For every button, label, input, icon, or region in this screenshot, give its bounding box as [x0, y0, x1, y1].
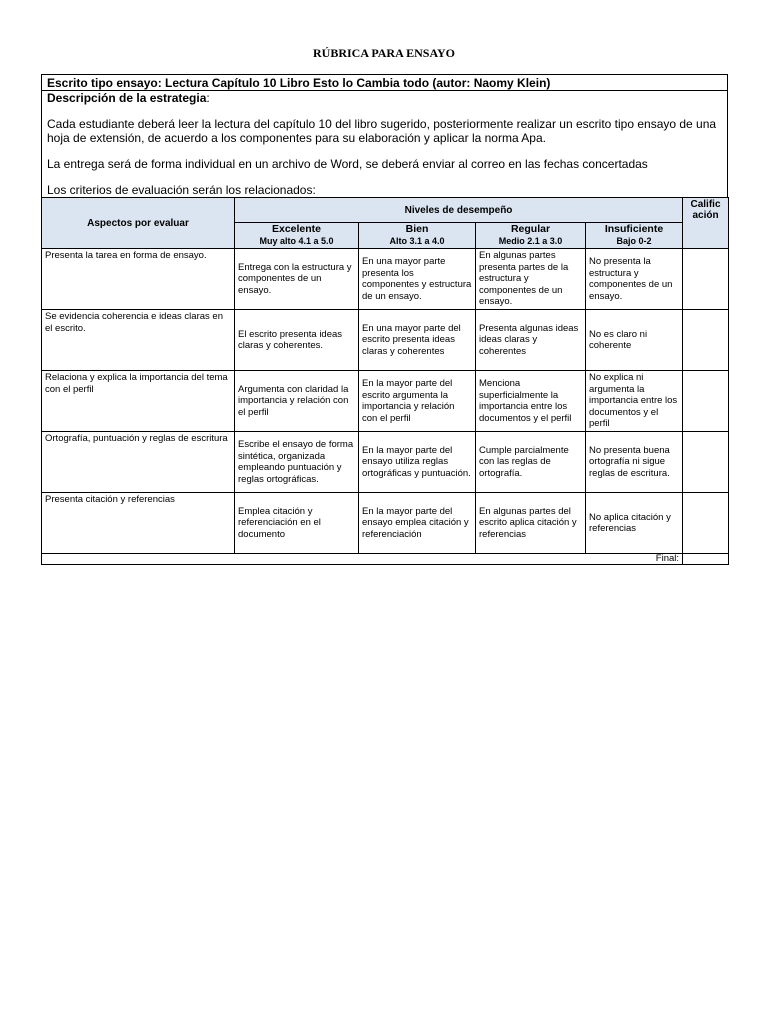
- insuficiente-cell: No es claro ni coherente: [586, 310, 683, 371]
- final-label: Final:: [42, 554, 683, 565]
- strategy-colon: :: [206, 91, 210, 105]
- levels-header: Niveles de desempeño: [235, 198, 683, 223]
- table-row: [42, 310, 729, 371]
- level-bien: Bien Alto 3.1 a 4.0: [359, 223, 476, 249]
- insuficiente-cell: No aplica citación y referencias: [586, 493, 683, 554]
- table-row: [42, 371, 729, 432]
- regular-cell: Presenta algunas ideas ideas claras y coherentes: [476, 310, 586, 371]
- table-row: [42, 249, 729, 310]
- bien-cell: En una mayor parte presenta los componentes y estructura de un ensayo.: [359, 249, 476, 310]
- insuficiente-cell: No explica ni argumenta la importancia entre los documentos y el perfil: [586, 371, 683, 432]
- grade-cell: [683, 493, 729, 554]
- insuficiente-cell: No presenta la estructura y componentes de un ensayo.: [586, 249, 683, 310]
- bien-cell: En la mayor parte del ensayo emplea citación y referenciación: [359, 493, 476, 554]
- grade-cell: [683, 249, 729, 310]
- strategy-label: Descripción de la estrategia: [47, 91, 207, 105]
- level-regular: Regular Medio 2.1 a 3.0: [476, 223, 586, 249]
- excelente-cell: El escrito presenta ideas claras y coherentes.: [235, 310, 359, 371]
- excelente-cell: Emplea citación y referenciación en el documento: [235, 493, 359, 554]
- grade-cell: [683, 310, 729, 371]
- aspect-cell: Ortografía, puntuación y reglas de escritura: [42, 432, 235, 493]
- strategy-description: [42, 90, 727, 105]
- table-row: [42, 432, 729, 493]
- final-grade-cell: [683, 554, 729, 565]
- table-row: [42, 493, 729, 554]
- aspect-cell: Se evidencia coherencia e ideas claras en el escrito.: [42, 310, 235, 371]
- regular-cell: En algunas partes presenta partes de la estructura y componentes de un ensayo.: [476, 249, 586, 310]
- rubric-document: [41, 74, 728, 565]
- excelente-cell: Entrega con la estructura y componentes de un ensayo.: [235, 249, 359, 310]
- level-excelente: Excelente Muy alto 4.1 a 5.0: [235, 223, 359, 249]
- insuficiente-cell: No presenta buena ortografía ni sigue reglas de escritura.: [586, 432, 683, 493]
- delivery-paragraph: La entrega será de forma individual en un archivo de Word, se deberá enviar al correo en las fechas concertadas: [47, 157, 648, 171]
- aspect-cell: Relaciona y explica la importancia del tema con el perfil: [42, 371, 235, 432]
- excelente-cell: Argumenta con claridad la importancia y relación con el perfil: [235, 371, 359, 432]
- final-row: [42, 554, 729, 565]
- bien-cell: En la mayor parte del ensayo utiliza reglas ortográficas y puntuación.: [359, 432, 476, 493]
- grade-header: Calific ación: [683, 198, 729, 249]
- aspect-cell: Presenta la tarea en forma de ensayo.: [42, 249, 235, 310]
- level-insuficiente: Insuficiente Bajo 0-2: [586, 223, 683, 249]
- intro-block: [41, 74, 728, 197]
- excelente-cell: Escribe el ensayo de forma sintética, organizada empleando puntuación y reglas ortográficas.: [235, 432, 359, 493]
- rubric-table: [41, 197, 729, 565]
- aspects-header: Aspectos por evaluar: [42, 198, 235, 249]
- task-heading: Escrito tipo ensayo: Lectura Capítulo 10 Libro Esto lo Cambia todo (autor: Naomy Klein): [47, 76, 551, 90]
- grade-cell: [683, 432, 729, 493]
- bien-cell: En una mayor parte del escrito presenta ideas claras y coherentes: [359, 310, 476, 371]
- criteria-paragraph: Los criterios de evaluación serán los relacionados:: [47, 183, 316, 197]
- aspect-cell: Presenta citación y referencias: [42, 493, 235, 554]
- instructions-paragraph: Cada estudiante deberá leer la lectura del capítulo 10 del libro sugerido, posteriormente realizar un escrito tipo ensayo de una hoja de extensión, de acuerdo a los componentes para su elaboración y aplicar la norma Apa.: [47, 117, 717, 145]
- regular-cell: Cumple parcialmente con las reglas de ortografía.: [476, 432, 586, 493]
- grade-cell: [683, 371, 729, 432]
- document-title: RÚBRICA PARA ENSAYO: [312, 46, 456, 60]
- bien-cell: En la mayor parte del escrito argumenta la importancia y relación con el perfil: [359, 371, 476, 432]
- regular-cell: En algunas partes del escrito aplica citación y referencias: [476, 493, 586, 554]
- regular-cell: Menciona superficialmente la importancia entre los documentos y el perfil: [476, 371, 586, 432]
